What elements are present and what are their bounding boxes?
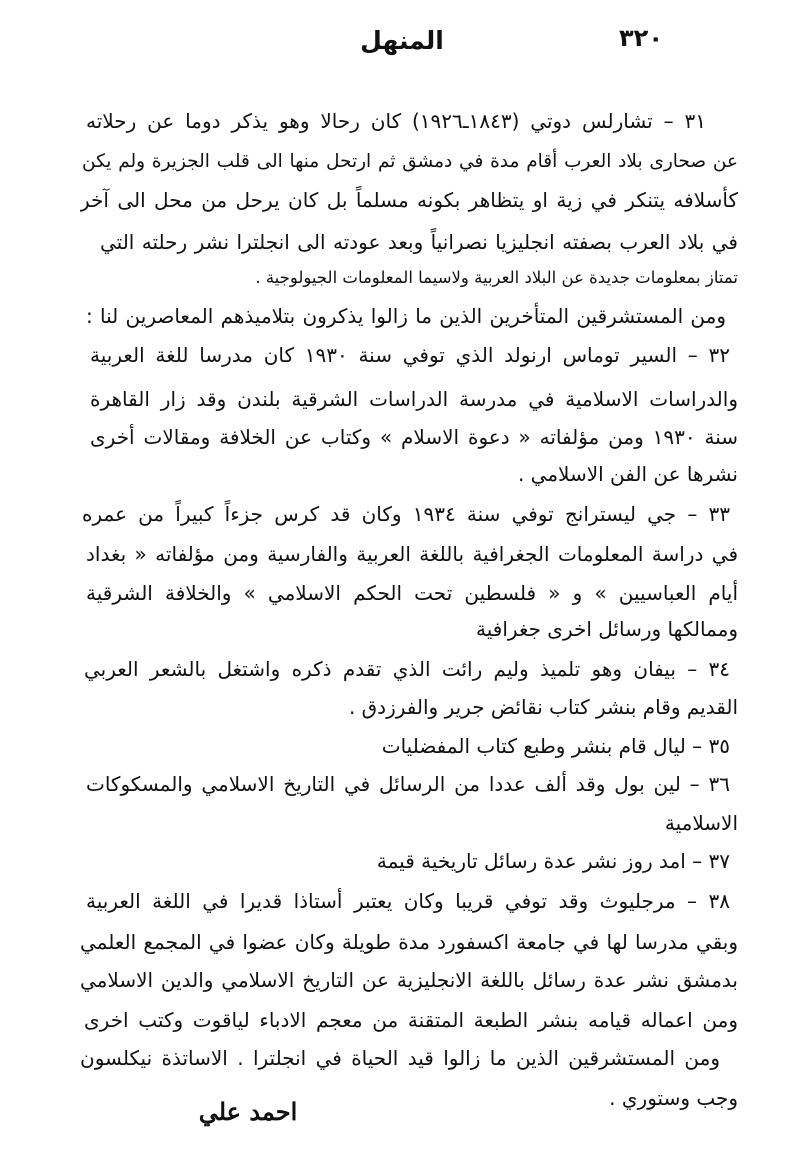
text-line: ومن اعماله قيامه بنشر الطبعة المتقنة من معجم الادباء لياقوت وكتب اخرى (84, 1008, 738, 1032)
text-line: ٣٤ – بيفان وهو تلميذ وليم رائت الذي تقدم ذكره واشتغل بالشعر العربي (84, 657, 730, 681)
text-line: في دراسة المعلومات الجغرافية باللغة العربية والفارسية ومن مؤلفاته « بغداد (86, 542, 738, 566)
text-line: ٣٦ – لين بول وقد ألف عددا من الرسائل في التاريخ الاسلامي والمسكوكات (86, 772, 730, 796)
page-number: ٣٢٠ (619, 24, 663, 52)
text-line: ٣٧ – امد روز نشر عدة رسائل تاريخية قيمة (376, 849, 730, 873)
text-line: الاسلامية (664, 811, 738, 835)
text-line: ٣٥ – ليال قام بنشر وطبع كتاب المفضليات (381, 734, 730, 758)
text-line: في بلاد العرب بصفته انجليزيا نصرانياً وبعد عودته الى انجلترا نشر رحلته التي (100, 230, 738, 254)
text-line: ٣٣ – جي ليسترانج توفي سنة ١٩٣٤ وكان قد كرس جزءاً كبيراً من عمره (82, 502, 730, 526)
text-line: تمتاز بمعلومات جديدة عن البلاد العربية ولاسيما المعلومات الجيولوجية . (255, 268, 738, 287)
text-line: ومن المستشرقين المتأخرين الذين ما زالوا يذكرون بتلاميذهم المعاصرين لنا : (86, 304, 726, 328)
text-line: سنة ١٩٣٠ ومن مؤلفاته « دعوة الاسلام » وكتاب عن الخلافة ومقالات أخرى (90, 425, 738, 449)
text-line: وممالكها ورسائل اخرى جغرافية (476, 617, 738, 641)
text-line: ٣١ – تشارلس دوتي (١٨٤٣ـ١٩٢٦) كان رحالا وهو يذكر دوما عن رحلاته (86, 109, 706, 133)
text-line: بدمشق نشر عدة رسائل باللغة الانجليزية عن التاريخ الاسلامي والدين الاسلامي (80, 968, 738, 992)
text-line: وبقي مدرسا لها في جامعة اكسفورد مدة طويلة وكان عضوا في المجمع العلمي (80, 930, 738, 954)
text-line: والدراسات الاسلامية في مدرسة الدراسات الشرقية بلندن وقد زار القاهرة (90, 387, 738, 411)
author-signature: احمد علي (198, 1097, 298, 1126)
text-line: كأسلافه يتنكر في زية او يتظاهر بكونه مسلماً بل كان يرحل من محل الى آخر (80, 188, 738, 212)
text-line: ومن المستشرقين الذين ما زالوا قيد الحياة في انجلترا . الاساتذة نيكلسون (80, 1046, 720, 1070)
text-line: عن صحارى بلاد العرب أقام مدة في دمشق ثم ارتحل منها الى قلب الجزيرة ولم يكن (82, 151, 738, 172)
running-header-title: المنهل (360, 26, 444, 55)
text-line: القديم وقام بنشر كتاب نقائض جرير والفرزدق . (348, 695, 738, 719)
text-line: وجب وستوري . (609, 1086, 738, 1110)
text-line: ٣٢ – السير توماس ارنولد الذي توفي سنة ١٩٣٠ كان مدرسا للغة العربية (90, 343, 730, 367)
text-line: ٣٨ – مرجليوث وقد توفي قريبا وكان يعتبر أستاذا قديرا في اللغة العربية (86, 889, 730, 913)
text-line: نشرها عن الفن الاسلامي . (517, 462, 738, 486)
text-line: أيام العباسيين » و « فلسطين تحت الحكم الاسلامي » والخلافة الشرقية (86, 581, 738, 605)
